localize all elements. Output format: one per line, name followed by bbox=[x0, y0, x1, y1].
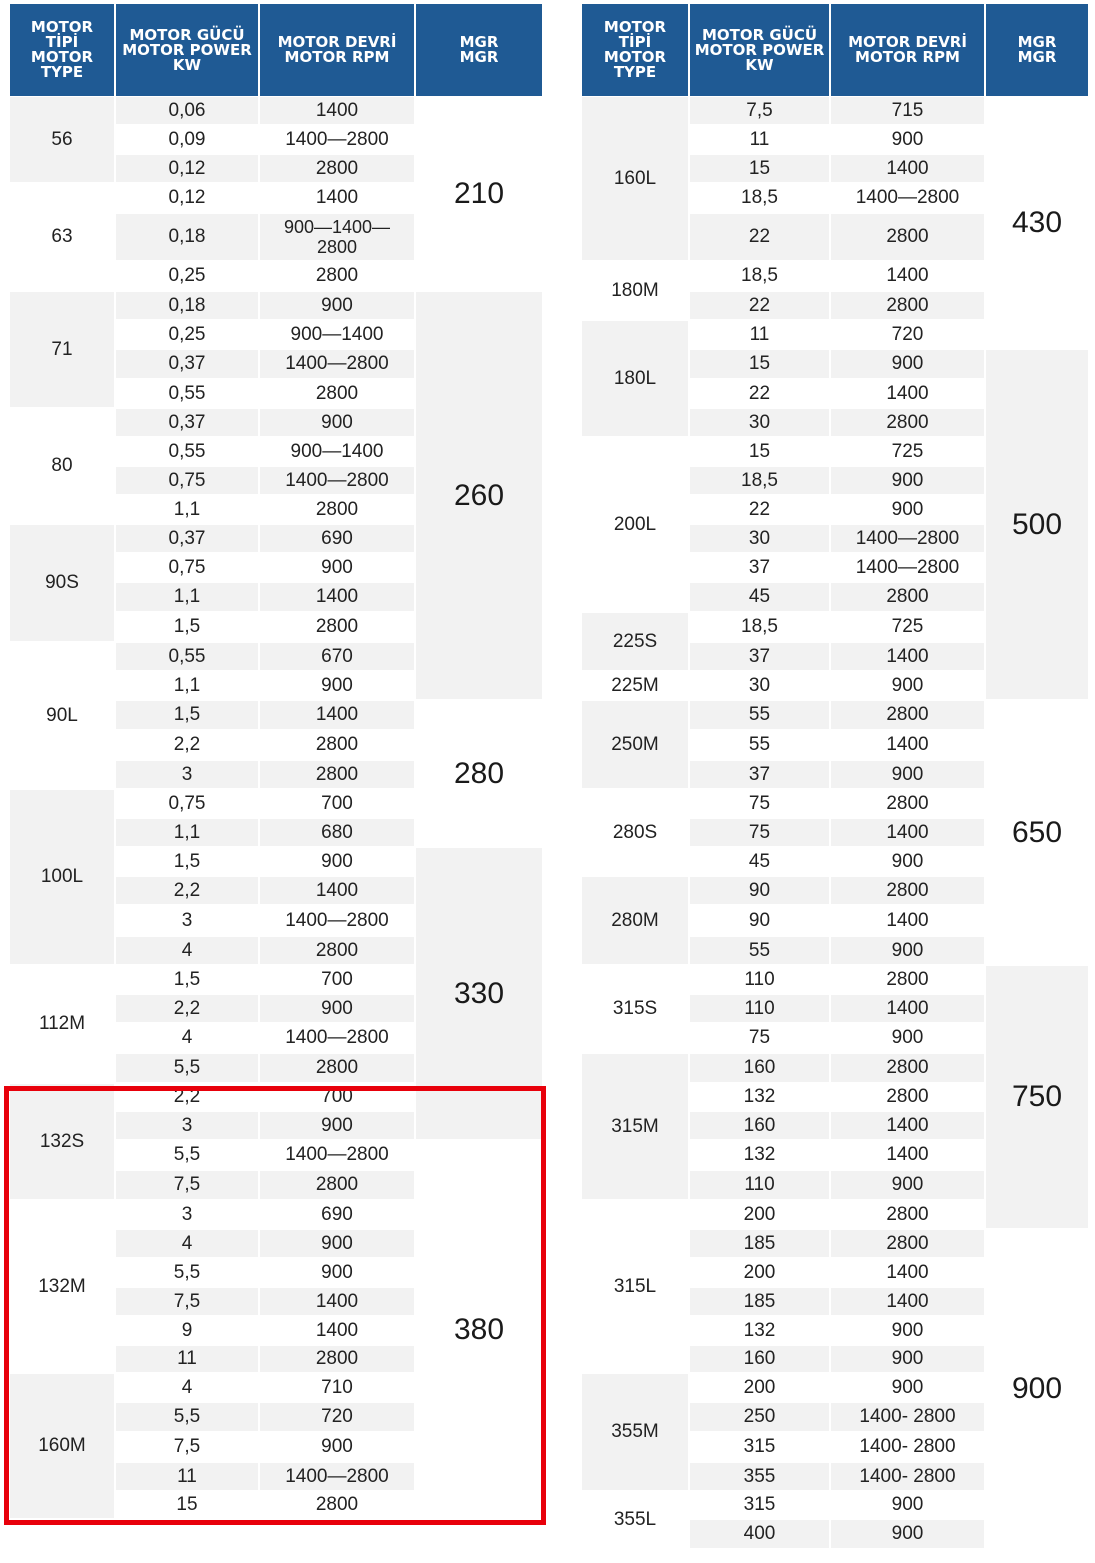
rpm-cell: 900 bbox=[260, 409, 414, 436]
power-cell: 90 bbox=[690, 906, 829, 935]
rpm-cell: 2800 bbox=[831, 409, 984, 436]
rpm-cell: 2800 bbox=[831, 790, 984, 817]
rpm-cell: 1400 bbox=[831, 731, 984, 759]
mgr-cell: 330 bbox=[416, 848, 542, 1139]
motor-type-cell: 90S bbox=[10, 525, 114, 641]
power-cell: 2,2 bbox=[116, 877, 258, 904]
power-cell: 0,12 bbox=[116, 184, 258, 212]
power-cell: 2,2 bbox=[116, 995, 258, 1022]
motor-type-cell: 71 bbox=[10, 292, 114, 407]
power-cell: 11 bbox=[690, 126, 829, 153]
motor-type-cell: 355M bbox=[582, 1374, 688, 1490]
power-cell: 1,5 bbox=[116, 848, 258, 875]
power-cell: 55 bbox=[690, 937, 829, 964]
header-motor-rpm: MOTOR DEVRİ MOTOR RPM bbox=[831, 4, 984, 96]
power-cell: 200 bbox=[690, 1259, 829, 1286]
power-cell: 90 bbox=[690, 877, 829, 904]
power-cell: 160 bbox=[690, 1112, 829, 1139]
motor-type-cell: 180M bbox=[582, 262, 688, 319]
rpm-cell: 1400 bbox=[831, 819, 984, 846]
power-cell: 4 bbox=[116, 1230, 258, 1257]
power-cell: 2,2 bbox=[116, 731, 258, 759]
mgr-cell: 280 bbox=[416, 701, 542, 846]
power-cell: 0,25 bbox=[116, 321, 258, 348]
rpm-cell: 900 bbox=[831, 761, 984, 788]
power-cell: 1,5 bbox=[116, 701, 258, 729]
motor-type-cell: 132M bbox=[10, 1201, 114, 1372]
motor-type-cell: 280S bbox=[582, 790, 688, 875]
power-cell: 110 bbox=[690, 995, 829, 1022]
rpm-cell: 2800 bbox=[831, 292, 984, 319]
rpm-cell: 900 bbox=[831, 937, 984, 964]
rpm-cell: 700 bbox=[260, 790, 414, 817]
power-cell: 7,5 bbox=[690, 97, 829, 124]
power-cell: 30 bbox=[690, 672, 829, 699]
power-cell: 15 bbox=[690, 438, 829, 465]
motor-type-cell: 280M bbox=[582, 877, 688, 964]
power-cell: 18,5 bbox=[690, 262, 829, 290]
power-cell: 1,1 bbox=[116, 819, 258, 846]
rpm-cell: 1400 bbox=[260, 877, 414, 904]
motor-type-cell: 355L bbox=[582, 1492, 688, 1548]
rpm-cell: 900 bbox=[831, 1317, 984, 1344]
rpm-cell: 900—1400 bbox=[260, 321, 414, 348]
power-cell: 5,5 bbox=[116, 1141, 258, 1169]
rpm-cell: 1400- 2800 bbox=[831, 1463, 984, 1490]
rpm-cell: 720 bbox=[831, 321, 984, 348]
motor-type-cell: 80 bbox=[10, 409, 114, 523]
rpm-cell: 900 bbox=[831, 1346, 984, 1372]
motor-type-cell: 225S bbox=[582, 613, 688, 670]
power-cell: 160 bbox=[690, 1346, 829, 1372]
rpm-cell: 1400 bbox=[260, 1288, 414, 1315]
motor-type-cell: 132S bbox=[10, 1084, 114, 1199]
power-cell: 37 bbox=[690, 554, 829, 581]
motor-type-cell: 250M bbox=[582, 701, 688, 788]
power-cell: 1,5 bbox=[116, 966, 258, 993]
rpm-cell: 2800 bbox=[831, 1084, 984, 1110]
power-cell: 18,5 bbox=[690, 613, 829, 641]
rpm-cell: 900—1400 bbox=[260, 438, 414, 465]
rpm-cell: 1400 bbox=[260, 1317, 414, 1344]
rpm-cell: 1400 bbox=[831, 380, 984, 407]
rpm-cell: 900 bbox=[831, 848, 984, 875]
rpm-cell: 900 bbox=[260, 995, 414, 1022]
mgr-cell: 750 bbox=[986, 966, 1088, 1228]
rpm-cell: 1400—2800 bbox=[831, 554, 984, 581]
power-cell: 22 bbox=[690, 292, 829, 319]
header-motor-rpm: MOTOR DEVRİ MOTOR RPM bbox=[260, 4, 414, 96]
rpm-cell: 1400 bbox=[260, 701, 414, 729]
power-cell: 4 bbox=[116, 937, 258, 964]
power-cell: 110 bbox=[690, 966, 829, 993]
power-cell: 0,75 bbox=[116, 790, 258, 817]
power-cell: 0,75 bbox=[116, 467, 258, 494]
rpm-cell: 1400—2800 bbox=[260, 126, 414, 153]
rpm-cell: 1400—2800 bbox=[260, 467, 414, 494]
rpm-cell: 1400- 2800 bbox=[831, 1433, 984, 1461]
rpm-cell: 900 bbox=[260, 1230, 414, 1257]
power-cell: 400 bbox=[690, 1520, 829, 1548]
power-cell: 15 bbox=[116, 1492, 258, 1518]
power-cell: 200 bbox=[690, 1201, 829, 1228]
rpm-cell: 900 bbox=[831, 496, 984, 523]
power-cell: 18,5 bbox=[690, 467, 829, 494]
power-cell: 1,1 bbox=[116, 672, 258, 699]
header-mgr: MGR MGR bbox=[986, 4, 1088, 96]
rpm-cell: 2800 bbox=[831, 1054, 984, 1082]
power-cell: 55 bbox=[690, 701, 829, 729]
rpm-cell: 1400 bbox=[831, 1141, 984, 1169]
rpm-cell: 720 bbox=[260, 1403, 414, 1431]
power-cell: 22 bbox=[690, 214, 829, 260]
power-cell: 7,5 bbox=[116, 1288, 258, 1315]
motor-type-cell: 315M bbox=[582, 1054, 688, 1199]
power-cell: 0,55 bbox=[116, 380, 258, 407]
rpm-cell: 2800 bbox=[260, 613, 414, 641]
rpm-cell: 1400 bbox=[831, 1259, 984, 1286]
rpm-cell: 1400 bbox=[831, 1288, 984, 1315]
header-motor-type: MOTOR TİPİ MOTOR TYPE bbox=[582, 4, 688, 96]
power-cell: 0,55 bbox=[116, 643, 258, 670]
header-motor-power: MOTOR GÜCÜ MOTOR POWER KW bbox=[116, 4, 258, 96]
rpm-cell: 900 bbox=[260, 554, 414, 581]
power-cell: 75 bbox=[690, 1024, 829, 1052]
power-cell: 0,25 bbox=[116, 262, 258, 290]
motor-type-cell: 100L bbox=[10, 790, 114, 964]
rpm-cell: 700 bbox=[260, 1084, 414, 1110]
rpm-cell: 900 bbox=[831, 467, 984, 494]
rpm-cell: 710 bbox=[260, 1374, 414, 1401]
power-cell: 22 bbox=[690, 496, 829, 523]
power-cell: 3 bbox=[116, 761, 258, 788]
power-cell: 30 bbox=[690, 409, 829, 436]
power-cell: 315 bbox=[690, 1433, 829, 1461]
rpm-cell: 2800 bbox=[831, 877, 984, 904]
rpm-cell: 900 bbox=[831, 1024, 984, 1052]
mgr-cell: 500 bbox=[986, 350, 1088, 699]
power-cell: 11 bbox=[690, 321, 829, 348]
power-cell: 30 bbox=[690, 525, 829, 552]
mgr-cell: 210 bbox=[416, 97, 542, 290]
power-cell: 3 bbox=[116, 1112, 258, 1139]
power-cell: 7,5 bbox=[116, 1171, 258, 1199]
rpm-cell: 2800 bbox=[260, 1171, 414, 1199]
mgr-cell: 900 bbox=[986, 1230, 1088, 1548]
rpm-cell: 1400 bbox=[260, 583, 414, 611]
power-cell: 0,09 bbox=[116, 126, 258, 153]
rpm-cell: 690 bbox=[260, 525, 414, 552]
rpm-cell: 690 bbox=[260, 1201, 414, 1228]
motor-type-cell: 160L bbox=[582, 97, 688, 260]
rpm-cell: 1400—2800 bbox=[260, 906, 414, 935]
power-cell: 11 bbox=[116, 1463, 258, 1490]
rpm-cell: 900 bbox=[831, 350, 984, 378]
mgr-cell: 380 bbox=[416, 1141, 542, 1518]
rpm-cell: 2800 bbox=[831, 701, 984, 729]
power-cell: 0,75 bbox=[116, 554, 258, 581]
power-cell: 110 bbox=[690, 1171, 829, 1199]
rpm-cell: 700 bbox=[260, 966, 414, 993]
power-cell: 185 bbox=[690, 1230, 829, 1257]
mgr-cell: 260 bbox=[416, 292, 542, 699]
rpm-cell: 2800 bbox=[260, 496, 414, 523]
rpm-cell: 900 bbox=[831, 1492, 984, 1518]
power-cell: 75 bbox=[690, 819, 829, 846]
rpm-cell: 900—1400— 2800 bbox=[260, 214, 414, 260]
power-cell: 4 bbox=[116, 1024, 258, 1052]
rpm-cell: 2800 bbox=[260, 1346, 414, 1372]
rpm-cell: 2800 bbox=[831, 583, 984, 611]
rpm-cell: 2800 bbox=[831, 214, 984, 260]
rpm-cell: 900 bbox=[831, 1171, 984, 1199]
power-cell: 22 bbox=[690, 380, 829, 407]
rpm-cell: 900 bbox=[831, 1374, 984, 1401]
rpm-cell: 2800 bbox=[831, 966, 984, 993]
motor-type-cell: 315S bbox=[582, 966, 688, 1052]
power-cell: 0,12 bbox=[116, 155, 258, 182]
power-cell: 0,18 bbox=[116, 214, 258, 260]
rpm-cell: 2800 bbox=[831, 1230, 984, 1257]
header-mgr: MGR MGR bbox=[416, 4, 542, 96]
rpm-cell: 1400 bbox=[831, 906, 984, 935]
power-cell: 132 bbox=[690, 1084, 829, 1110]
rpm-cell: 900 bbox=[260, 1259, 414, 1286]
rpm-cell: 1400 bbox=[831, 995, 984, 1022]
power-cell: 355 bbox=[690, 1463, 829, 1490]
power-cell: 9 bbox=[116, 1317, 258, 1344]
power-cell: 315 bbox=[690, 1492, 829, 1518]
power-cell: 0,06 bbox=[116, 97, 258, 124]
power-cell: 0,37 bbox=[116, 525, 258, 552]
rpm-cell: 1400—2800 bbox=[260, 1141, 414, 1169]
rpm-cell: 1400—2800 bbox=[260, 350, 414, 378]
header-motor-power: MOTOR GÜCÜ MOTOR POWER KW bbox=[690, 4, 829, 96]
rpm-cell: 900 bbox=[260, 292, 414, 319]
rpm-cell: 900 bbox=[260, 1433, 414, 1461]
rpm-cell: 1400—2800 bbox=[260, 1463, 414, 1490]
power-cell: 11 bbox=[116, 1346, 258, 1372]
rpm-cell: 715 bbox=[831, 97, 984, 124]
rpm-cell: 725 bbox=[831, 438, 984, 465]
rpm-cell: 1400—2800 bbox=[831, 525, 984, 552]
power-cell: 3 bbox=[116, 1201, 258, 1228]
rpm-cell: 2800 bbox=[260, 937, 414, 964]
power-cell: 1,5 bbox=[116, 613, 258, 641]
rpm-cell: 2800 bbox=[260, 380, 414, 407]
rpm-cell: 1400 bbox=[260, 184, 414, 212]
power-cell: 45 bbox=[690, 848, 829, 875]
power-cell: 185 bbox=[690, 1288, 829, 1315]
power-cell: 37 bbox=[690, 643, 829, 670]
rpm-cell: 725 bbox=[831, 613, 984, 641]
rpm-cell: 900 bbox=[831, 126, 984, 153]
rpm-cell: 1400 bbox=[831, 643, 984, 670]
rpm-cell: 900 bbox=[831, 1520, 984, 1548]
power-cell: 250 bbox=[690, 1403, 829, 1431]
power-cell: 45 bbox=[690, 583, 829, 611]
rpm-cell: 1400 bbox=[831, 155, 984, 182]
power-cell: 5,5 bbox=[116, 1259, 258, 1286]
power-cell: 2,2 bbox=[116, 1084, 258, 1110]
mgr-cell: 650 bbox=[986, 701, 1088, 964]
motor-type-cell: 225M bbox=[582, 672, 688, 699]
rpm-cell: 2800 bbox=[260, 1054, 414, 1082]
rpm-cell: 1400 bbox=[831, 1112, 984, 1139]
motor-type-cell: 56 bbox=[10, 97, 114, 182]
rpm-cell: 1400—2800 bbox=[260, 1024, 414, 1052]
power-cell: 3 bbox=[116, 906, 258, 935]
rpm-cell: 2800 bbox=[260, 262, 414, 290]
rpm-cell: 2800 bbox=[260, 761, 414, 788]
motor-type-cell: 90L bbox=[10, 643, 114, 788]
rpm-cell: 900 bbox=[260, 672, 414, 699]
power-cell: 0,37 bbox=[116, 409, 258, 436]
motor-type-cell: 160M bbox=[10, 1374, 114, 1518]
power-cell: 0,18 bbox=[116, 292, 258, 319]
rpm-cell: 2800 bbox=[260, 155, 414, 182]
motor-type-cell: 200L bbox=[582, 438, 688, 611]
header-motor-type: MOTOR TİPİ MOTOR TYPE bbox=[10, 4, 114, 96]
power-cell: 132 bbox=[690, 1141, 829, 1169]
rpm-cell: 1400—2800 bbox=[831, 184, 984, 212]
rpm-cell: 1400 bbox=[260, 97, 414, 124]
power-cell: 0,55 bbox=[116, 438, 258, 465]
power-cell: 5,5 bbox=[116, 1403, 258, 1431]
motor-type-cell: 315L bbox=[582, 1201, 688, 1372]
power-cell: 4 bbox=[116, 1374, 258, 1401]
power-cell: 1,1 bbox=[116, 496, 258, 523]
power-cell: 160 bbox=[690, 1054, 829, 1082]
power-cell: 0,37 bbox=[116, 350, 258, 378]
motor-type-cell: 180L bbox=[582, 321, 688, 436]
power-cell: 15 bbox=[690, 155, 829, 182]
power-cell: 37 bbox=[690, 761, 829, 788]
power-cell: 7,5 bbox=[116, 1433, 258, 1461]
rpm-cell: 2800 bbox=[831, 1201, 984, 1228]
rpm-cell: 900 bbox=[260, 1112, 414, 1139]
rpm-cell: 2800 bbox=[260, 731, 414, 759]
motor-type-cell: 112M bbox=[10, 966, 114, 1082]
rpm-cell: 1400- 2800 bbox=[831, 1403, 984, 1431]
power-cell: 18,5 bbox=[690, 184, 829, 212]
rpm-cell: 2800 bbox=[260, 1492, 414, 1518]
power-cell: 5,5 bbox=[116, 1054, 258, 1082]
motor-type-cell: 63 bbox=[10, 184, 114, 290]
power-cell: 15 bbox=[690, 350, 829, 378]
power-cell: 55 bbox=[690, 731, 829, 759]
power-cell: 200 bbox=[690, 1374, 829, 1401]
rpm-cell: 900 bbox=[831, 672, 984, 699]
rpm-cell: 670 bbox=[260, 643, 414, 670]
rpm-cell: 680 bbox=[260, 819, 414, 846]
power-cell: 1,1 bbox=[116, 583, 258, 611]
rpm-cell: 900 bbox=[260, 848, 414, 875]
rpm-cell: 1400 bbox=[831, 262, 984, 290]
power-cell: 132 bbox=[690, 1317, 829, 1344]
power-cell: 75 bbox=[690, 790, 829, 817]
mgr-cell: 430 bbox=[986, 97, 1088, 348]
